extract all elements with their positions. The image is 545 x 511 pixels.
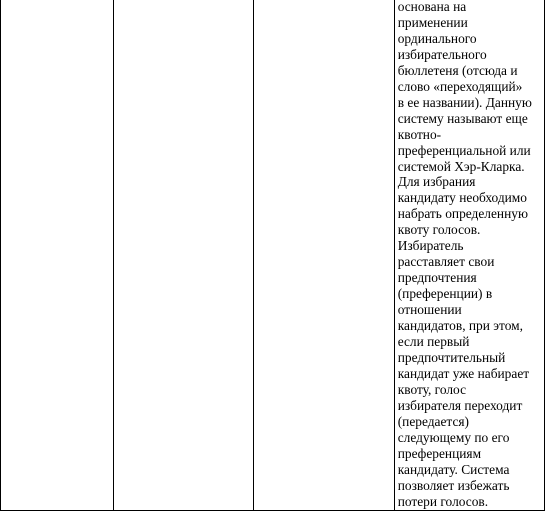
text-line: системой Хэр-Кларка. — [397, 158, 525, 174]
text-line: квоту, голос — [397, 381, 467, 397]
text-line: бюллетеня (отсюда и — [397, 62, 518, 78]
text-line: расставляет свои — [397, 254, 495, 270]
text-line: слово «переходящий» — [397, 78, 523, 94]
text-line: набрать определенную — [397, 206, 528, 222]
text-line: следующему по его — [397, 429, 510, 445]
table-cell-1 — [1, 0, 114, 510]
text-line: квотно- — [397, 126, 442, 142]
text-line: Избиратель — [397, 238, 464, 254]
text-line: предпочтения — [397, 270, 477, 286]
text-line: избирательного — [397, 46, 487, 62]
text-line: кандидатов, при этом, — [397, 318, 523, 334]
text-line: систему называют еще — [397, 110, 528, 126]
text-line: преференциальной или — [397, 142, 531, 158]
text-line: избирателя переходит — [397, 397, 523, 413]
table-cell-2 — [114, 0, 254, 510]
text-line: квоту голосов. — [397, 222, 481, 238]
text-line: потери голосов. — [397, 493, 489, 509]
text-line: (преференции) в — [397, 286, 493, 302]
text-line: ординального — [397, 30, 477, 46]
text-line: кандидат уже набирает — [397, 365, 530, 381]
text-line: основана на — [397, 0, 467, 14]
table-cell-3 — [254, 0, 394, 510]
text-line: применении — [397, 14, 468, 30]
table-row — [1, 0, 545, 510]
text-line: отношении — [397, 302, 462, 318]
text-line: кандидату необходимо — [397, 190, 527, 206]
text-line: предпочтительный — [397, 349, 506, 365]
text-line: позволяет избежать — [397, 477, 510, 493]
text-line: в ее названии). Данную — [397, 94, 532, 110]
table-cell-description — [394, 0, 544, 510]
text-line: если первый — [397, 334, 470, 350]
description-text — [395, 0, 544, 510]
text-line: (передается) — [397, 413, 470, 429]
text-line: преференциям — [397, 445, 482, 461]
text-line: Для избрания — [397, 174, 476, 190]
text-line: кандидату. Система — [397, 461, 510, 477]
